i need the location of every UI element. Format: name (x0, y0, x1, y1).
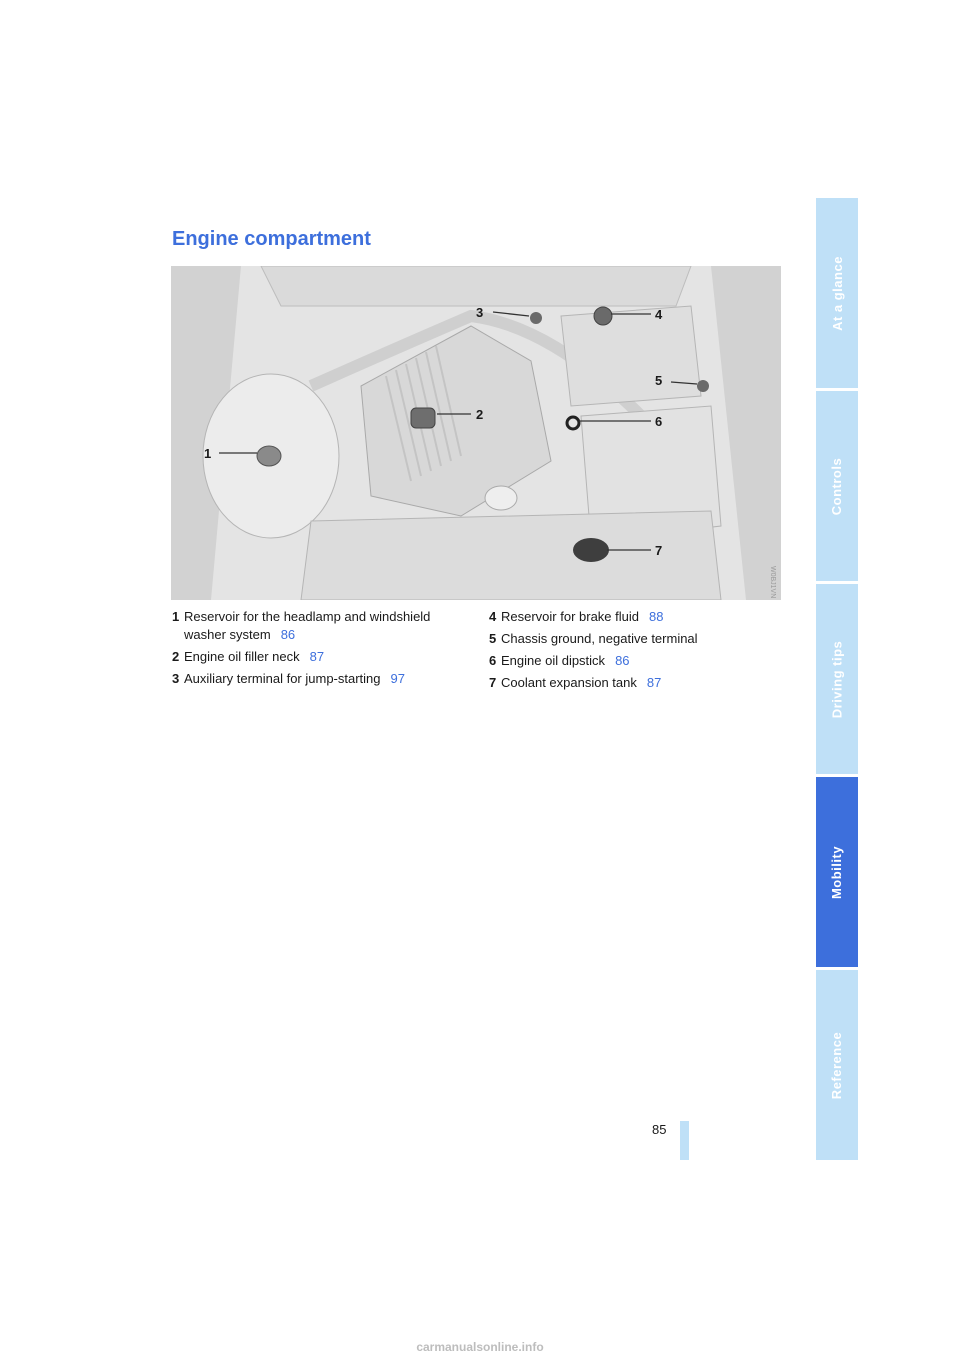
image-code: W0BJ1VN (769, 566, 776, 599)
page-title: Engine compartment (172, 228, 371, 250)
legend-item: 1 Reservoir for the headlamp and windshield washer system 86 (172, 609, 431, 642)
callout-7: 7 (655, 543, 663, 558)
callout-2: 2 (476, 407, 484, 422)
tab-at-a-glance[interactable]: At a glance (816, 198, 858, 388)
legend-item: 7 Coolant expansion tank 87 (489, 675, 662, 690)
page-number: 85 (652, 1122, 667, 1137)
watermark: carmanualsonline.info (416, 1340, 544, 1354)
tab-driving-tips[interactable]: Driving tips (816, 584, 858, 774)
page-link[interactable]: 86 (280, 627, 296, 642)
page-link[interactable]: 87 (646, 675, 662, 690)
legend-left-column (172, 608, 472, 692)
engine-compartment-illustration (171, 266, 781, 600)
page-link[interactable]: 97 (390, 671, 405, 686)
legend-item: 3 Auxiliary terminal for jump-starting 97 (172, 671, 405, 686)
legend-item: 6 Engine oil dipstick 86 (489, 653, 630, 668)
legend-item: 2 Engine oil filler neck 87 (172, 649, 325, 664)
tab-reference[interactable]: Reference (816, 970, 858, 1160)
callout-5: 5 (655, 373, 663, 388)
page-number-bar (680, 1121, 689, 1160)
callout-4: 4 (655, 307, 663, 322)
callout-1: 1 (204, 446, 212, 461)
page-link[interactable]: 87 (309, 649, 325, 664)
callout-6: 6 (655, 414, 663, 429)
engine-drawing (171, 266, 781, 600)
tab-mobility[interactable]: Mobility (816, 777, 858, 967)
page-link[interactable]: 88 (649, 609, 664, 624)
callout-3: 3 (476, 305, 484, 320)
page-link[interactable]: 86 (615, 653, 630, 668)
chapter-tabs (816, 198, 858, 1160)
legend-item: 4 Reservoir for brake fluid 88 (489, 609, 664, 624)
tab-controls[interactable]: Controls (816, 391, 858, 581)
legend-right-column (489, 608, 769, 696)
legend-item: 5 Chassis ground, negative terminal (489, 631, 698, 646)
